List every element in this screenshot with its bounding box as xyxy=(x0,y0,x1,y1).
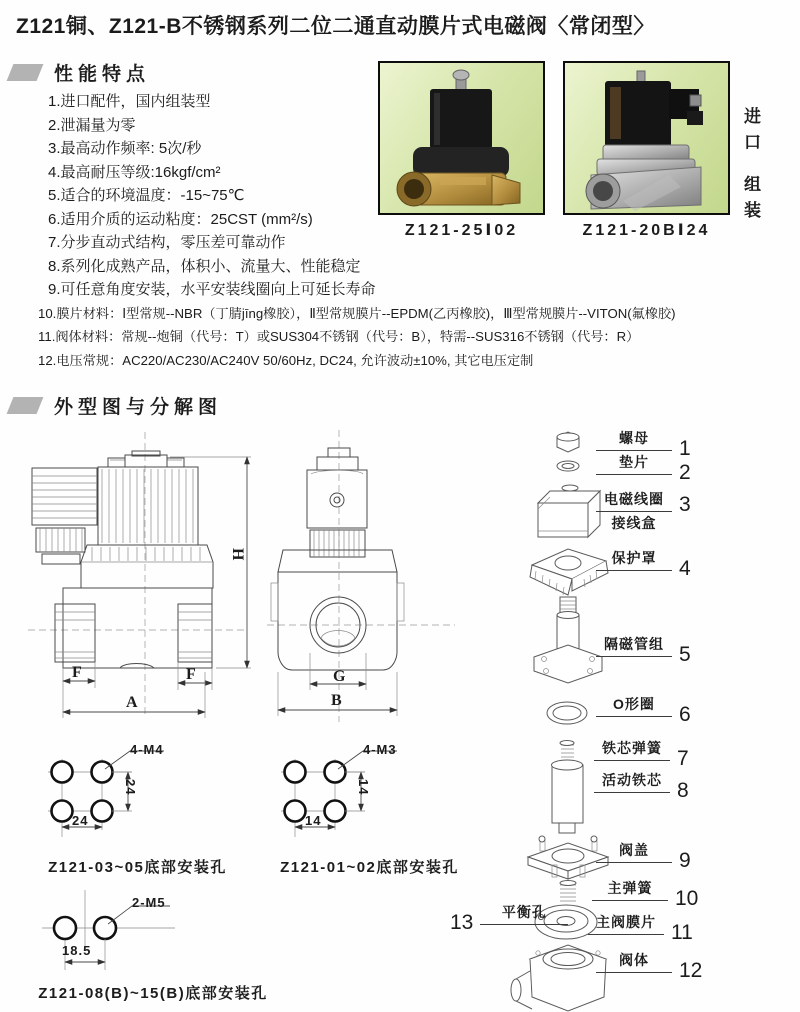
feature-item: 2.泄漏量为零 xyxy=(48,116,136,134)
part-number: 10 xyxy=(675,887,699,910)
page-title: Z121铜、Z121-B不锈钢系列二位二通直动膜片式电磁阀〈常闭型〉 xyxy=(16,15,655,38)
feature-item: 12.电压常规：AC220/AC230/AC240V 50/60Hz, DC24, 允许波动±10%, 其它电压定制 xyxy=(38,352,534,368)
part-name: 螺母 xyxy=(596,428,672,451)
part-label-row xyxy=(596,489,691,533)
part-number: 5 xyxy=(679,643,691,666)
dim-label-h: H xyxy=(229,548,246,561)
feature-item: 7.分步直动式结构，零压差可靠动作 xyxy=(48,234,286,251)
dim-label-a: A xyxy=(126,694,138,711)
part-name: 电磁线圈 xyxy=(596,489,672,512)
section-header-outline xyxy=(10,392,222,419)
part-label-row xyxy=(596,548,691,580)
side-note-char: 组 xyxy=(744,175,761,194)
hole-diagram-caption: Z121-03~05底部安装孔 xyxy=(48,859,227,876)
part-label-row xyxy=(596,694,691,726)
hole-diagram-caption: Z121-08(B)~15(B)底部安装孔 xyxy=(38,985,268,1002)
section-title: 外型图与分解图 xyxy=(54,397,223,418)
part-label-row xyxy=(594,770,689,802)
section-header-features xyxy=(10,59,150,86)
feature-item: 5.适合的环境温度：-15~75℃ xyxy=(48,187,245,204)
feature-item: 9.可任意角度安装，水平安装线圈向上可延长寿命 xyxy=(48,281,376,298)
part-name: 铁芯弹簧 xyxy=(594,738,670,761)
feature-item: 11.阀体材料：常规--炮铜（代号：T）或SUS304不锈钢（代号：B），特需--SUS316不锈钢（代号：R） xyxy=(38,329,640,344)
dim-label-f: F xyxy=(72,664,82,681)
part-number: 11 xyxy=(671,921,693,944)
part-name: 垫片 xyxy=(596,452,672,475)
side-note-char: 口 xyxy=(744,133,761,152)
feature-item: 8.系列化成熟产品，体积小、流量大、性能稳定 xyxy=(48,257,361,275)
part-number: 9 xyxy=(679,849,691,872)
side-note-char: 装 xyxy=(744,201,761,220)
side-view-drawing xyxy=(20,428,260,720)
feature-item: 6.适用介质的运动粘度：25CST (mm²/s) xyxy=(48,210,313,228)
dim-label-f: F xyxy=(186,666,196,683)
dim-label-b: B xyxy=(331,692,342,709)
part-name-line2: 接线盒 xyxy=(611,515,657,531)
feature-item: 1.进口配件，国内组装型 xyxy=(48,93,211,110)
photo-caption-right: Z121-20BⅠ24 xyxy=(582,222,711,239)
hole-diagram-caption: Z121-01~02底部安装孔 xyxy=(280,859,459,876)
feature-item: 4.最高耐压等级:16kgf/cm² xyxy=(48,163,221,181)
dim-value: 24 xyxy=(72,813,89,828)
dim-value: 24 xyxy=(123,779,138,796)
thread-spec: 4-M3 xyxy=(363,742,397,757)
side-note-imported-assembly xyxy=(744,104,761,224)
part-number: 6 xyxy=(679,703,691,726)
part-number: 4 xyxy=(679,557,691,580)
section-marker-icon xyxy=(7,64,44,81)
part-name: 阀盖 xyxy=(596,840,672,863)
part-number: 1 xyxy=(679,437,691,460)
part-name: 隔磁管组 xyxy=(596,634,672,657)
section-title: 性能特点 xyxy=(54,64,151,85)
part-label-row xyxy=(596,840,691,872)
part-label-row xyxy=(596,428,691,460)
part-label-row xyxy=(596,634,691,666)
part-label-row xyxy=(592,878,699,910)
part-number: 7 xyxy=(677,747,689,770)
feature-item: 3.最高动作频率: 5次/秒 xyxy=(48,140,202,157)
dim-value: 14 xyxy=(356,779,371,796)
product-photo-steel-valve xyxy=(563,61,730,215)
part-label-row xyxy=(588,912,693,944)
section-marker-icon xyxy=(7,397,44,414)
part-name: O形圈 xyxy=(596,694,672,717)
side-note-char: 进 xyxy=(744,107,761,126)
dim-label-g: G xyxy=(333,668,346,685)
part-number: 3 xyxy=(679,493,691,516)
part-label-row xyxy=(594,738,689,770)
part-number: 8 xyxy=(677,779,689,802)
part-name: 阀体 xyxy=(596,950,672,973)
part-number: 12 xyxy=(679,959,703,982)
part-number: 2 xyxy=(679,461,691,484)
feature-item: 10.膜片材料：Ⅰ型常规--NBR（丁腈jīng橡胶），Ⅱ型常规膜片--EPDM(乙丙橡胶)，Ⅲ型常规膜片--VITON(氟橡胶) xyxy=(38,305,676,321)
front-view-drawing xyxy=(265,428,460,724)
part-name: 保护罩 xyxy=(596,548,672,571)
photo-caption-left: Z121-25Ⅰ02 xyxy=(404,222,519,239)
part-number: 13 xyxy=(450,911,474,934)
thread-spec: 4-M4 xyxy=(130,742,164,757)
thread-spec: 2-M5 xyxy=(132,895,166,910)
brass-valve-image xyxy=(380,63,543,213)
part-name: 主阀膜片 xyxy=(588,912,664,935)
part-name: 活动铁芯 xyxy=(594,770,670,793)
product-photo-brass-valve xyxy=(378,61,545,215)
dim-value: 14 xyxy=(305,813,322,828)
steel-valve-image xyxy=(565,63,728,213)
part-label-row xyxy=(596,950,703,982)
part-label-row xyxy=(596,452,691,484)
dim-value: 18.5 xyxy=(62,943,92,958)
part-name: 主弹簧 xyxy=(592,878,668,901)
part-name: 平衡孔 xyxy=(480,902,568,925)
